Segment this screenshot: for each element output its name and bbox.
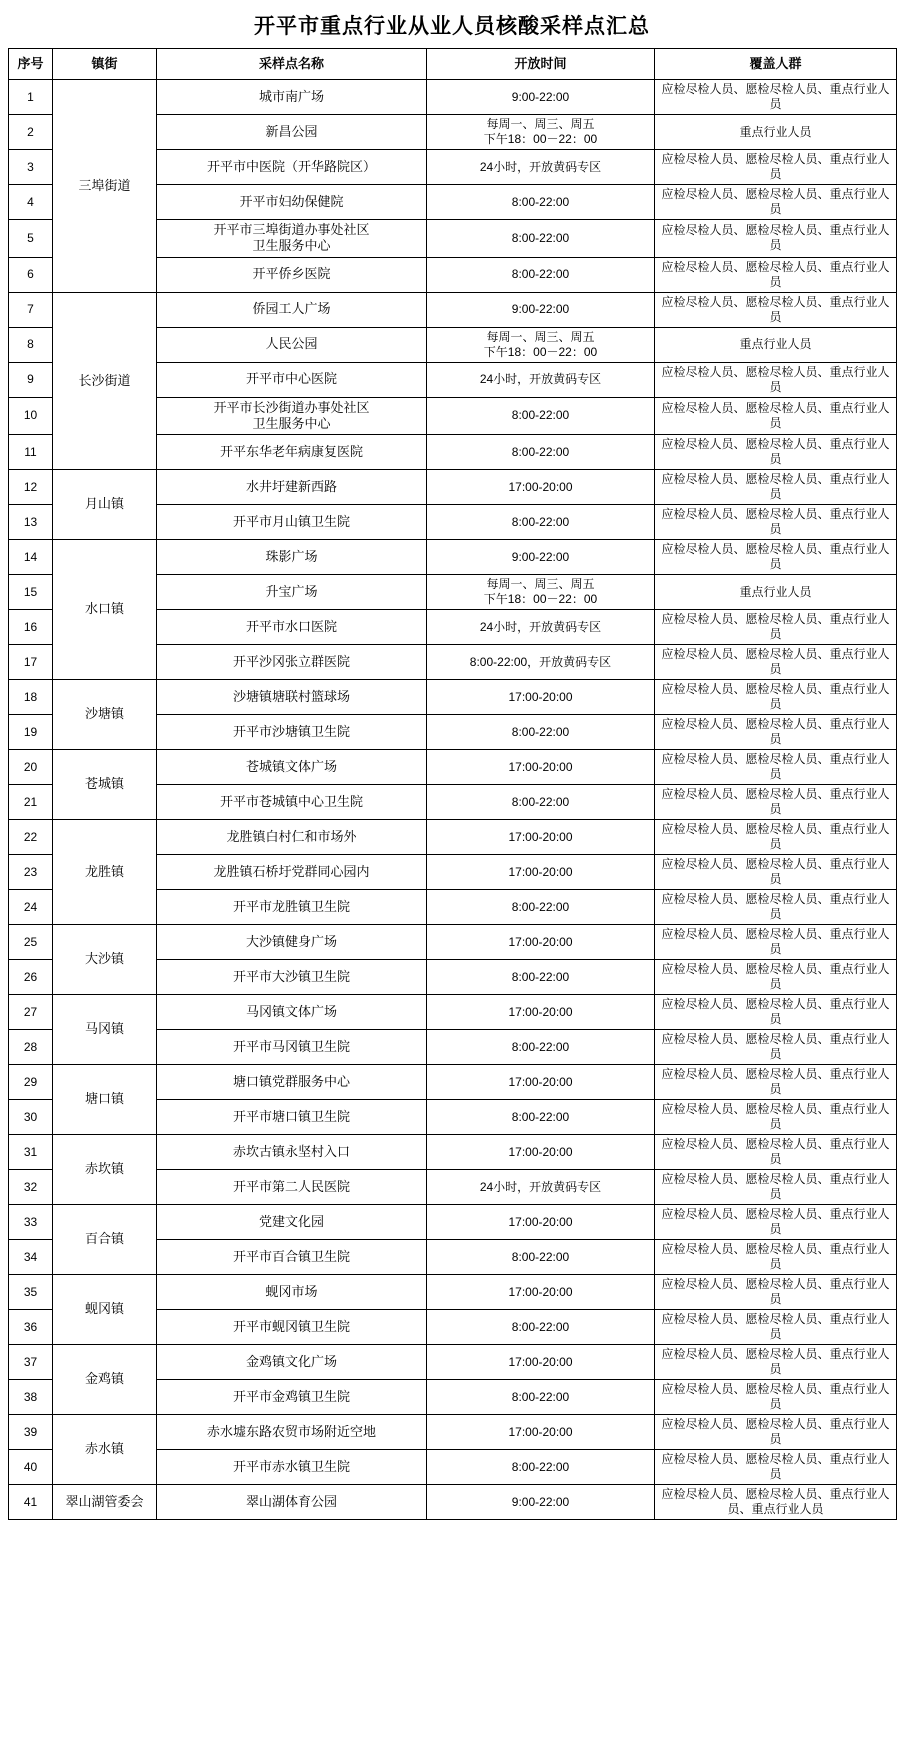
cell-index: 21 <box>9 785 53 820</box>
table-row <box>9 1415 897 1450</box>
cell-covered-group: 应检尽检人员、愿检尽检人员、重点行业人员 <box>655 292 897 327</box>
cell-covered-group: 应检尽检人员、愿检尽检人员、重点行业人员 <box>655 1100 897 1135</box>
cell-site-name: 开平市赤水镇卫生院 <box>157 1450 427 1485</box>
cell-covered-group: 应检尽检人员、愿检尽检人员、重点行业人员 <box>655 995 897 1030</box>
cell-site-name: 塘口镇党群服务中心 <box>157 1065 427 1100</box>
cell-town: 大沙镇 <box>53 925 157 995</box>
cell-index: 37 <box>9 1345 53 1380</box>
table-row <box>9 1205 897 1240</box>
cell-index: 5 <box>9 220 53 258</box>
cell-covered-group: 应检尽检人员、愿检尽检人员、重点行业人员 <box>655 470 897 505</box>
cell-open-time: 17:00-20:00 <box>427 1135 655 1170</box>
cell-town: 三埠街道 <box>53 80 157 293</box>
cell-site-name: 开平市马冈镇卫生院 <box>157 1030 427 1065</box>
cell-site-name: 赤水墟东路农贸市场附近空地 <box>157 1415 427 1450</box>
cell-site-name: 珠影广场 <box>157 540 427 575</box>
cell-index: 3 <box>9 150 53 185</box>
cell-town: 月山镇 <box>53 470 157 540</box>
cell-open-time: 8:00-22:00 <box>427 960 655 995</box>
cell-site-name: 开平市月山镇卫生院 <box>157 505 427 540</box>
cell-covered-group: 应检尽检人员、愿检尽检人员、重点行业人员 <box>655 1275 897 1310</box>
cell-covered-group: 应检尽检人员、愿检尽检人员、重点行业人员 <box>655 1135 897 1170</box>
column-header-index: 序号 <box>9 49 53 80</box>
cell-index: 2 <box>9 115 53 150</box>
cell-town: 百合镇 <box>53 1205 157 1275</box>
cell-covered-group: 应检尽检人员、愿检尽检人员、重点行业人员 <box>655 257 897 292</box>
cell-site-name: 沙塘镇塘联村篮球场 <box>157 680 427 715</box>
cell-open-time: 17:00-20:00 <box>427 1275 655 1310</box>
cell-covered-group: 应检尽检人员、愿检尽检人员、重点行业人员 <box>655 80 897 115</box>
cell-covered-group: 应检尽检人员、愿检尽检人员、重点行业人员 <box>655 680 897 715</box>
cell-index: 7 <box>9 292 53 327</box>
cell-open-time: 8:00-22:00 <box>427 890 655 925</box>
cell-site-name: 水井圩建新西路 <box>157 470 427 505</box>
cell-index: 38 <box>9 1380 53 1415</box>
cell-open-time: 8:00-22:00 <box>427 715 655 750</box>
cell-open-time: 8:00-22:00 <box>427 1380 655 1415</box>
cell-site-name: 开平市龙胜镇卫生院 <box>157 890 427 925</box>
cell-site-name: 新昌公园 <box>157 115 427 150</box>
cell-covered-group: 应检尽检人员、愿检尽检人员、重点行业人员 <box>655 820 897 855</box>
cell-index: 39 <box>9 1415 53 1450</box>
cell-index: 34 <box>9 1240 53 1275</box>
cell-covered-group: 应检尽检人员、愿检尽检人员、重点行业人员 <box>655 1380 897 1415</box>
cell-site-name: 开平东华老年病康复医院 <box>157 435 427 470</box>
cell-site-name: 升宝广场 <box>157 575 427 610</box>
cell-open-time: 17:00-20:00 <box>427 1205 655 1240</box>
cell-site-name: 开平侨乡医院 <box>157 257 427 292</box>
cell-site-name: 赤坎古镇永坚村入口 <box>157 1135 427 1170</box>
cell-site-name: 苍城镇文体广场 <box>157 750 427 785</box>
cell-town: 赤水镇 <box>53 1415 157 1485</box>
cell-covered-group: 应检尽检人员、愿检尽检人员、重点行业人员 <box>655 1310 897 1345</box>
cell-index: 6 <box>9 257 53 292</box>
table-row <box>9 540 897 575</box>
cell-covered-group: 应检尽检人员、愿检尽检人员、重点行业人员 <box>655 397 897 435</box>
cell-site-name: 开平市大沙镇卫生院 <box>157 960 427 995</box>
column-header-time: 开放时间 <box>427 49 655 80</box>
cell-open-time: 17:00-20:00 <box>427 1415 655 1450</box>
table-row <box>9 925 897 960</box>
cell-index: 1 <box>9 80 53 115</box>
cell-open-time: 8:00-22:00 <box>427 185 655 220</box>
cell-covered-group: 应检尽检人员、愿检尽检人员、重点行业人员 <box>655 435 897 470</box>
cell-covered-group: 应检尽检人员、愿检尽检人员、重点行业人员 <box>655 150 897 185</box>
cell-open-time: 17:00-20:00 <box>427 820 655 855</box>
cell-town: 水口镇 <box>53 540 157 680</box>
cell-open-time: 8:00-22:00 <box>427 1240 655 1275</box>
cell-open-time: 8:00-22:00 <box>427 1100 655 1135</box>
cell-covered-group: 应检尽检人员、愿检尽检人员、重点行业人员 <box>655 715 897 750</box>
cell-town: 沙塘镇 <box>53 680 157 750</box>
cell-open-time: 17:00-20:00 <box>427 470 655 505</box>
cell-open-time: 每周一、周三、周五 下午18：00－22：00 <box>427 327 655 362</box>
table-row <box>9 750 897 785</box>
cell-covered-group: 应检尽检人员、愿检尽检人员、重点行业人员 <box>655 890 897 925</box>
cell-index: 17 <box>9 645 53 680</box>
cell-covered-group: 应检尽检人员、愿检尽检人员、重点行业人员 <box>655 1415 897 1450</box>
cell-open-time: 17:00-20:00 <box>427 680 655 715</box>
cell-site-name: 开平市长沙街道办事处社区 卫生服务中心 <box>157 397 427 435</box>
cell-open-time: 8:00-22:00 <box>427 435 655 470</box>
cell-index: 41 <box>9 1485 53 1520</box>
cell-index: 28 <box>9 1030 53 1065</box>
cell-index: 14 <box>9 540 53 575</box>
cell-covered-group: 重点行业人员 <box>655 115 897 150</box>
cell-open-time: 17:00-20:00 <box>427 995 655 1030</box>
table-row <box>9 292 897 327</box>
cell-site-name: 开平市中医院（开华路院区） <box>157 150 427 185</box>
cell-site-name: 金鸡镇文化广场 <box>157 1345 427 1380</box>
cell-covered-group: 应检尽检人员、愿检尽检人员、重点行业人员 <box>655 1030 897 1065</box>
page-title: 开平市重点行业从业人员核酸采样点汇总 <box>254 14 650 38</box>
cell-town: 翠山湖管委会 <box>53 1485 157 1520</box>
cell-town: 苍城镇 <box>53 750 157 820</box>
column-header-group: 覆盖人群 <box>655 49 897 80</box>
cell-covered-group: 应检尽检人员、愿检尽检人员、重点行业人员 <box>655 1170 897 1205</box>
cell-covered-group: 应检尽检人员、愿检尽检人员、重点行业人员 <box>655 960 897 995</box>
cell-index: 15 <box>9 575 53 610</box>
cell-open-time: 8:00-22:00 <box>427 1310 655 1345</box>
cell-open-time: 17:00-20:00 <box>427 855 655 890</box>
cell-index: 18 <box>9 680 53 715</box>
cell-town: 马冈镇 <box>53 995 157 1065</box>
cell-covered-group: 应检尽检人员、愿检尽检人员、重点行业人员 <box>655 540 897 575</box>
cell-index: 10 <box>9 397 53 435</box>
cell-index: 23 <box>9 855 53 890</box>
cell-site-name: 开平市苍城镇中心卫生院 <box>157 785 427 820</box>
cell-site-name: 蚬冈市场 <box>157 1275 427 1310</box>
cell-open-time: 8:00-22:00 <box>427 1450 655 1485</box>
table-row <box>9 1275 897 1310</box>
cell-open-time: 9:00-22:00 <box>427 540 655 575</box>
cell-index: 31 <box>9 1135 53 1170</box>
cell-index: 9 <box>9 362 53 397</box>
cell-site-name: 马冈镇文体广场 <box>157 995 427 1030</box>
cell-open-time: 8:00-22:00，开放黄码专区 <box>427 645 655 680</box>
cell-index: 12 <box>9 470 53 505</box>
cell-open-time: 8:00-22:00 <box>427 505 655 540</box>
cell-index: 32 <box>9 1170 53 1205</box>
cell-town: 金鸡镇 <box>53 1345 157 1415</box>
cell-open-time: 9:00-22:00 <box>427 292 655 327</box>
cell-site-name: 翠山湖体育公园 <box>157 1485 427 1520</box>
cell-site-name: 开平市塘口镇卫生院 <box>157 1100 427 1135</box>
cell-index: 20 <box>9 750 53 785</box>
cell-site-name: 开平市水口医院 <box>157 610 427 645</box>
cell-site-name: 侨园工人广场 <box>157 292 427 327</box>
table-row <box>9 820 897 855</box>
cell-open-time: 8:00-22:00 <box>427 785 655 820</box>
cell-covered-group: 应检尽检人员、愿检尽检人员、重点行业人员 <box>655 1065 897 1100</box>
cell-index: 16 <box>9 610 53 645</box>
column-header-town: 镇街 <box>53 49 157 80</box>
cell-site-name: 党建文化园 <box>157 1205 427 1240</box>
cell-covered-group: 应检尽检人员、愿检尽检人员、重点行业人员 <box>655 505 897 540</box>
cell-open-time: 9:00-22:00 <box>427 1485 655 1520</box>
cell-index: 40 <box>9 1450 53 1485</box>
cell-open-time: 17:00-20:00 <box>427 1065 655 1100</box>
cell-site-name: 开平市中心医院 <box>157 362 427 397</box>
table-row <box>9 1135 897 1170</box>
cell-open-time: 24小时，开放黄码专区 <box>427 1170 655 1205</box>
cell-site-name: 开平市百合镇卫生院 <box>157 1240 427 1275</box>
cell-covered-group: 应检尽检人员、愿检尽检人员、重点行业人员 <box>655 925 897 960</box>
cell-open-time: 8:00-22:00 <box>427 220 655 258</box>
table-row <box>9 80 897 115</box>
cell-index: 27 <box>9 995 53 1030</box>
cell-index: 26 <box>9 960 53 995</box>
cell-covered-group: 重点行业人员 <box>655 327 897 362</box>
cell-covered-group: 应检尽检人员、愿检尽检人员、重点行业人员、重点行业人员 <box>655 1485 897 1520</box>
cell-index: 4 <box>9 185 53 220</box>
cell-open-time: 8:00-22:00 <box>427 397 655 435</box>
cell-town: 赤坎镇 <box>53 1135 157 1205</box>
cell-site-name: 开平市蚬冈镇卫生院 <box>157 1310 427 1345</box>
cell-town: 蚬冈镇 <box>53 1275 157 1345</box>
sampling-points-table <box>8 48 897 1520</box>
cell-open-time: 8:00-22:00 <box>427 1030 655 1065</box>
cell-index: 19 <box>9 715 53 750</box>
cell-open-time: 24小时，开放黄码专区 <box>427 150 655 185</box>
cell-index: 30 <box>9 1100 53 1135</box>
cell-site-name: 人民公园 <box>157 327 427 362</box>
cell-open-time: 9:00-22:00 <box>427 80 655 115</box>
cell-index: 24 <box>9 890 53 925</box>
cell-covered-group: 应检尽检人员、愿检尽检人员、重点行业人员 <box>655 785 897 820</box>
cell-covered-group: 重点行业人员 <box>655 575 897 610</box>
cell-covered-group: 应检尽检人员、愿检尽检人员、重点行业人员 <box>655 220 897 258</box>
cell-index: 25 <box>9 925 53 960</box>
cell-index: 11 <box>9 435 53 470</box>
cell-covered-group: 应检尽检人员、愿检尽检人员、重点行业人员 <box>655 1240 897 1275</box>
cell-open-time: 24小时，开放黄码专区 <box>427 362 655 397</box>
cell-index: 36 <box>9 1310 53 1345</box>
cell-covered-group: 应检尽检人员、愿检尽检人员、重点行业人员 <box>655 645 897 680</box>
cell-covered-group: 应检尽检人员、愿检尽检人员、重点行业人员 <box>655 750 897 785</box>
table-row <box>9 1485 897 1520</box>
cell-site-name: 开平市三埠街道办事处社区 卫生服务中心 <box>157 220 427 258</box>
cell-open-time: 17:00-20:00 <box>427 925 655 960</box>
cell-town: 长沙街道 <box>53 292 157 470</box>
table-row <box>9 995 897 1030</box>
cell-index: 29 <box>9 1065 53 1100</box>
cell-index: 8 <box>9 327 53 362</box>
cell-index: 13 <box>9 505 53 540</box>
table-header-row <box>9 49 897 80</box>
cell-covered-group: 应检尽检人员、愿检尽检人员、重点行业人员 <box>655 610 897 645</box>
cell-open-time: 24小时，开放黄码专区 <box>427 610 655 645</box>
cell-open-time: 每周一、周三、周五 下午18：00－22：00 <box>427 115 655 150</box>
table-row <box>9 1065 897 1100</box>
cell-site-name: 龙胜镇白村仁和市场外 <box>157 820 427 855</box>
cell-open-time: 每周一、周三、周五 下午18：00－22：00 <box>427 575 655 610</box>
cell-site-name: 开平市金鸡镇卫生院 <box>157 1380 427 1415</box>
table-row <box>9 680 897 715</box>
cell-town: 塘口镇 <box>53 1065 157 1135</box>
table-row <box>9 470 897 505</box>
cell-open-time: 17:00-20:00 <box>427 1345 655 1380</box>
table-row <box>9 1345 897 1380</box>
cell-covered-group: 应检尽检人员、愿检尽检人员、重点行业人员 <box>655 1345 897 1380</box>
cell-site-name: 开平沙冈张立群医院 <box>157 645 427 680</box>
cell-covered-group: 应检尽检人员、愿检尽检人员、重点行业人员 <box>655 185 897 220</box>
cell-covered-group: 应检尽检人员、愿检尽检人员、重点行业人员 <box>655 1205 897 1240</box>
cell-site-name: 开平市妇幼保健院 <box>157 185 427 220</box>
cell-index: 33 <box>9 1205 53 1240</box>
cell-site-name: 开平市沙塘镇卫生院 <box>157 715 427 750</box>
table-body <box>9 80 897 1520</box>
cell-open-time: 17:00-20:00 <box>427 750 655 785</box>
cell-open-time: 8:00-22:00 <box>427 257 655 292</box>
cell-covered-group: 应检尽检人员、愿检尽检人员、重点行业人员 <box>655 362 897 397</box>
cell-covered-group: 应检尽检人员、愿检尽检人员、重点行业人员 <box>655 855 897 890</box>
cell-site-name: 龙胜镇石桥圩党群同心园内 <box>157 855 427 890</box>
cell-index: 22 <box>9 820 53 855</box>
cell-site-name: 大沙镇健身广场 <box>157 925 427 960</box>
cell-town: 龙胜镇 <box>53 820 157 925</box>
cell-site-name: 城市南广场 <box>157 80 427 115</box>
cell-site-name: 开平市第二人民医院 <box>157 1170 427 1205</box>
cell-covered-group: 应检尽检人员、愿检尽检人员、重点行业人员 <box>655 1450 897 1485</box>
cell-index: 35 <box>9 1275 53 1310</box>
column-header-site: 采样点名称 <box>157 49 427 80</box>
